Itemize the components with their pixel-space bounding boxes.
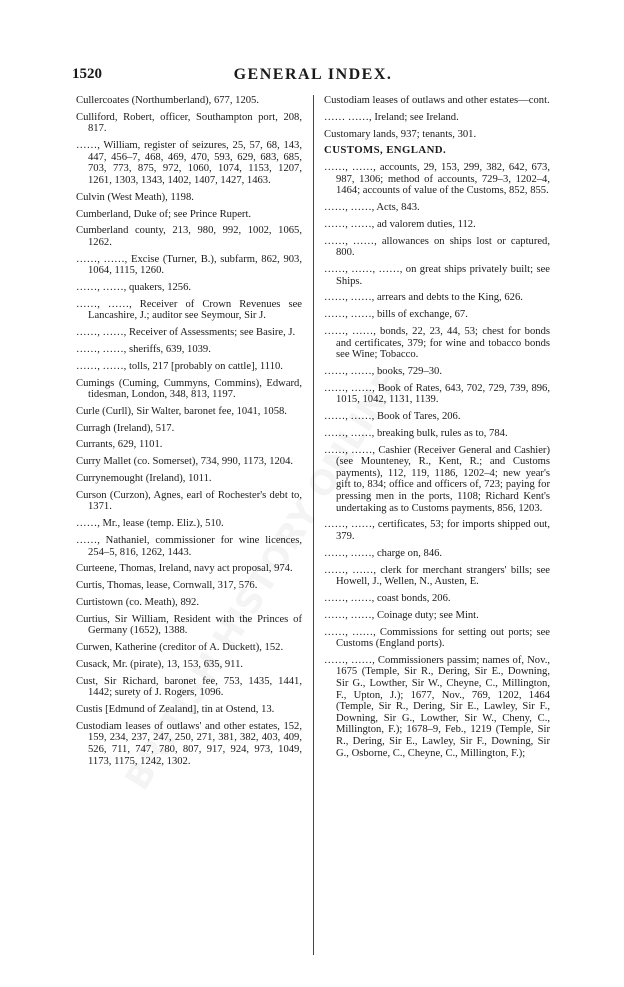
index-entry: ……, ……, Book of Tares, 206. <box>324 411 461 423</box>
index-entry: ……, ……, Receiver of Assessments; see Basire, J. <box>76 327 296 339</box>
index-entry: Custis [Edmund of Zealand], tin at Ostend, 13. <box>76 704 275 715</box>
index-entry: Customary lands, 937; tenants, 301. <box>324 128 477 140</box>
index-entry: ……, ……, certificates, 53; for imports shipped out, 379. <box>324 519 550 542</box>
index-column-right <box>324 95 550 764</box>
index-entry: ……, ……, ……, on great ships privately built; see Ships. <box>324 264 550 287</box>
index-entry: …… ……, Ireland; see Ireland. <box>324 111 459 123</box>
index-entry: Cust, Sir Richard, baronet fee, 753, 1435, 1441, 1442; surety of J. Rogers, 1096. <box>76 675 302 699</box>
page-header <box>72 66 554 90</box>
column-divider <box>313 95 314 955</box>
index-entry: Custodiam leases of outlaws and other estates—cont. <box>324 95 550 106</box>
index-entry: ……, ……, books, 729–30. <box>324 365 443 377</box>
page-number: 1520 <box>72 66 102 82</box>
index-entry: Cumings (Cuming, Cummyns, Commins), Edward, tidesman, London, 348, 813, 1197. <box>76 377 302 401</box>
index-entry: ……, ……, bonds, 22, 23, 44, 53; chest for bonds and certificates, 379; for wine and tobacco bonds see Wine; Tobacco. <box>324 325 550 361</box>
index-columns <box>76 95 551 965</box>
index-entry: Cusack, Mr. (pirate), 13, 153, 635, 911. <box>76 658 244 670</box>
index-entry: ……, ……, Cashier (Receiver General and Cashier) (see Mounteney, R., Kent, R.; and Customs payments), 112, 119, 1186, 1202–4; new year's gift to, 834; office and officers of, 723; paying for pressing men in the ports, 1108; Richard Kent's undertaking as to Customs payments, 856, 1203. <box>324 444 550 514</box>
index-column-left <box>76 95 302 772</box>
index-entry: Curteene, Thomas, Ireland, navy act proposal, 974. <box>76 563 293 575</box>
index-entry: ……, ……, tolls, 217 [probably on cattle], 1110. <box>76 360 283 372</box>
index-entry: Culvin (West Meath), 1198. <box>76 191 194 203</box>
index-entry: ……, ……, sheriffs, 639, 1039. <box>76 343 211 355</box>
index-entry: Custodiam leases of outlaws' and other estates, 152, 159, 234, 237, 247, 250, 271, 381, 382, 403, 409, 526, 711, 747, 780, 807, 917, 924, 973, 1049, 1173, 1175, 1242, 1302. <box>76 720 302 767</box>
index-entry: ……, ……, ad valorem duties, 112. <box>324 218 476 230</box>
index-entry: ……, ……, Coinage duty; see Mint. <box>324 609 479 621</box>
index-entry: ……, ……, allowances on ships lost or captured, 800. <box>324 235 550 259</box>
index-entry: ……, ……, quakers, 1256. <box>76 282 192 294</box>
index-entry: ……, ……, accounts, 29, 153, 299, 382, 642, 673, 987, 1306; method of accounts, 729–3, 1202–4, 1464; accounts of value of the Customs, 852, 855. <box>324 162 550 197</box>
index-entry: ……, ……, bills of exchange, 67. <box>324 309 468 321</box>
index-entry: Cumberland, Duke of; see Prince Rupert. <box>76 208 252 220</box>
running-head: GENERAL INDEX. <box>233 66 393 83</box>
index-entry: Curson (Curzon), Agnes, earl of Rochester's debt to, 1371. <box>76 489 302 513</box>
index-entry: Curle (Curll), Sir Walter, baronet fee, 1041, 1058. <box>76 405 287 417</box>
index-entry: ……, ……, coast bonds, 206. <box>324 592 451 604</box>
index-entry: ……, Nathaniel, commissioner for wine licences, 254–5, 816, 1262, 1443. <box>76 534 302 558</box>
index-entry: Curtis, Thomas, lease, Cornwall, 317, 576. <box>76 580 258 592</box>
index-entry: Cullercoates (Northumberland), 677, 1205. <box>76 95 259 106</box>
index-section-heading: CUSTOMS, ENGLAND. <box>324 144 447 157</box>
index-entry: Curry Mallet (co. Somerset), 734, 990, 1173, 1204. <box>76 456 294 468</box>
index-entry: ……, ……, Commissions for setting out ports; see Customs (England ports). <box>324 626 550 650</box>
index-entry: Curtistown (co. Meath), 892. <box>76 596 199 608</box>
index-entry: Curwen, Katherine (creditor of A. Duckett), 152. <box>76 642 284 654</box>
index-entry: Currants, 629, 1101. <box>76 439 163 451</box>
index-entry: Cumberland county, 213, 980, 992, 1002, 1065, 1262. <box>76 225 302 248</box>
index-entry: Culliford, Robert, officer, Southampton port, 208, 817. <box>76 111 302 135</box>
index-entry: ……, ……, arrears and debts to the King, 626. <box>324 292 523 304</box>
index-entry: ……, ……, charge on, 846. <box>324 547 443 559</box>
index-entry: ……, ……, Commissioners passim; names of, Nov., 1675 (Temple, Sir R., Dering, Sir E., Downing, Sir G., Lowther, Sir W., Cheyne, C., Millington, F., Upton, J.); 1677, Nov., 769, 1202, 1464 (Temple, Sir R., Dering, Sir E., Lawley, Sir F., Downing, Sir G., Lowther, Sir W., Cheny, C., Millington, F.); 1678–9, Feb., 1219 (Temple, Sir R., Dering, Sir E., Lawley, Sir F., Downing, Sir G., Osborne, C., Cheyne, C., Millington, F.); <box>324 654 550 759</box>
index-entry: ……, ……, breaking bulk, rules as to, 784. <box>324 427 508 439</box>
index-entry: Curtius, Sir William, Resident with the Princes of Germany (1652), 1388. <box>76 613 302 637</box>
index-entry: Curragh (Ireland), 517. <box>76 422 175 434</box>
index-entry: ……, ……, clerk for merchant strangers' bills; see Howell, J., Wellen, N., Austen, E. <box>324 564 550 588</box>
index-entry: ……, ……, Book of Rates, 643, 702, 729, 739, 896, 1015, 1042, 1131, 1139. <box>324 382 550 406</box>
index-entry: Currynemought (Ireland), 1011. <box>76 473 212 485</box>
index-entry: ……, ……, Excise (Turner, B.), subfarm, 862, 903, 1064, 1115, 1260. <box>76 253 302 277</box>
index-entry: ……, ……, Acts, 843. <box>324 202 420 214</box>
index-entry: ……, William, register of seizures, 25, 57, 68, 143, 447, 456–7, 468, 469, 470, 593, 629, 683, 685, 703, 773, 875, 972, 1060, 1074, 1153, 1207, 1261, 1303, 1343, 1402, 1407, 1427, 1463. <box>76 140 302 186</box>
index-entry: ……, Mr., lease (temp. Eliz.), 510. <box>76 518 224 530</box>
index-entry: ……, ……, Receiver of Crown Revenues see Lancashire, J.; auditor see Seymour, Sir J. <box>76 298 302 322</box>
